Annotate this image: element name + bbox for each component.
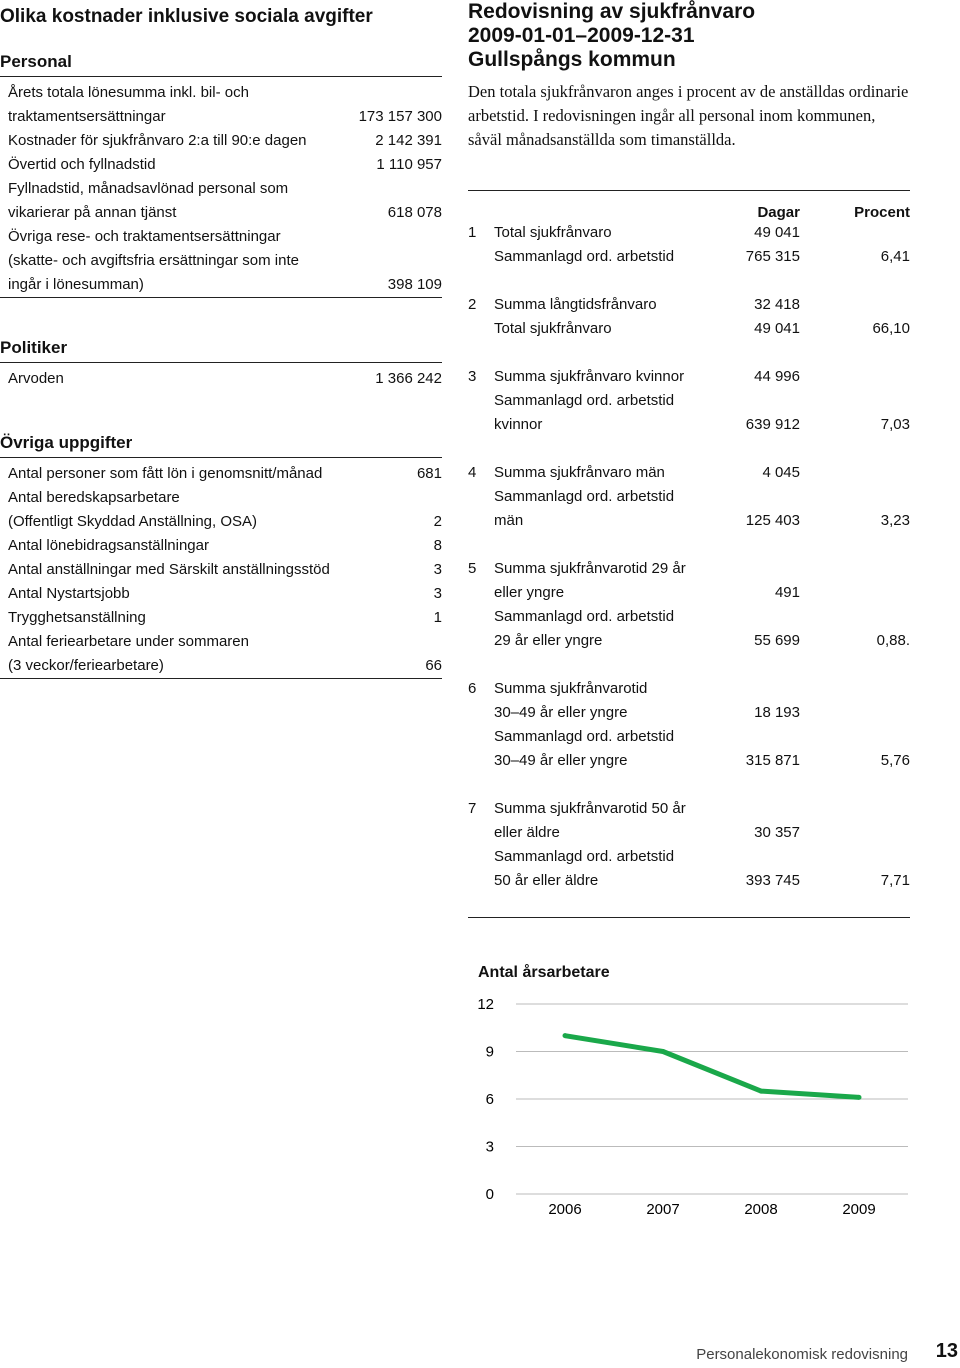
row-procent: 66,10 [872,320,910,337]
row-value: 1 366 242 [375,370,442,387]
list-item [0,153,442,177]
row-number [468,821,494,845]
row-label: Sammanlagd ord. arbetstid [494,848,675,865]
row-label: Fyllnadstid, månadsavlönad personal som [8,180,289,197]
row-label: Summa sjukfrånvaro kvinnor [494,368,685,385]
x-tick-label: 2008 [744,1201,778,1218]
row-label: Antal beredskapsarbetare [8,489,180,506]
group-gap [468,437,910,461]
row-procent [800,461,910,485]
row-number [468,749,494,773]
row-procent: 0,88. [876,632,910,649]
list-item [0,249,442,273]
politiker-rows [0,367,442,391]
row-value: 3 [433,561,442,578]
row-procent [800,365,910,389]
row-label: (skatte- och avgiftsfria ersättningar som inte [8,252,299,269]
row-number: 4 [468,464,477,481]
list-item [0,129,442,153]
group-gap [468,773,910,797]
row-procent [800,485,910,509]
x-tick-label: 2007 [646,1201,680,1218]
table-row [468,557,910,581]
row-label: Antal anställningar med Särskilt anställningsstöd [8,561,330,578]
row-procent [800,677,910,701]
row-label: Sammanlagd ord. arbetstid [494,488,675,505]
row-procent [800,725,910,749]
y-tick-label: 12 [477,996,494,1013]
table-body [468,221,910,917]
table-row [468,461,910,485]
chart-title: Antal årsarbetare [478,964,610,981]
row-label: Summa sjukfrånvarotid [494,680,648,697]
row-label: Trygghetsanställning [8,609,146,626]
list-item [0,177,442,201]
row-label: Summa sjukfrånvarotid 50 år [494,800,686,817]
list-item [0,606,442,630]
row-label: vikarierar på annan tjänst [8,204,177,221]
table-row [468,605,910,629]
row-procent: 7,03 [880,416,910,433]
row-dagar: 49 041 [754,224,800,241]
row-dagar [690,605,800,629]
row-dagar: 49 041 [754,320,800,337]
row-label: (3 veckor/feriearbetare) [8,657,164,674]
table-row [468,365,910,389]
col-dagar: Dagar [757,204,800,221]
section-header [0,338,442,363]
table-row [468,869,910,893]
table-row [468,845,910,869]
table-row [468,389,910,413]
row-procent: 3,23 [880,512,910,529]
row-procent [800,293,910,317]
section-politiker [0,338,442,391]
row-dagar [690,845,800,869]
row-dagar: 125 403 [745,512,800,529]
row-dagar: 4 045 [762,464,800,481]
list-item [0,510,442,534]
row-procent [800,701,910,725]
row-label: Antal feriearbetare under sommaren [8,633,249,650]
row-dagar: 18 193 [754,704,800,721]
row-number [468,701,494,725]
row-procent [800,797,910,821]
row-procent [800,221,910,245]
list-item [0,630,442,654]
table-row [468,293,910,317]
list-item [0,367,442,391]
title-line: 2009-01-01–2009-12-31 [468,24,695,47]
group-gap [468,653,910,677]
table-row [468,749,910,773]
list-item [0,273,442,297]
row-label: Sammanlagd ord. arbetstid [494,392,675,409]
row-number [468,245,494,269]
row-number [468,581,494,605]
footer-text: Personalekonomisk redovisning [696,1346,908,1363]
y-tick-label: 6 [485,1091,494,1108]
row-label: 30–49 år eller yngre [494,752,628,769]
section-heading: Personal [0,52,72,71]
row-label: Övertid och fyllnadstid [8,156,156,173]
group-gap [468,533,910,557]
row-value: 398 109 [387,276,442,293]
row-label: Antal lönebidragsanställningar [8,537,209,554]
data-point [661,1049,666,1054]
row-label: 29 år eller yngre [494,632,603,649]
row-label: Arvoden [8,370,64,387]
row-number: 6 [468,680,477,697]
y-tick-label: 0 [485,1186,494,1203]
list-item [0,654,442,678]
y-tick-label: 9 [485,1043,494,1061]
group-gap [468,341,910,365]
row-number [468,725,494,749]
personal-rows [0,81,442,298]
row-dagar: 765 315 [745,248,800,265]
row-procent [800,605,910,629]
x-tick-label: 2006 [548,1201,582,1218]
main-title: Olika kostnader inklusive sociala avgifter [0,6,373,27]
data-point [563,1033,568,1038]
row-label: Kostnader för sjukfrånvaro 2:a till 90:e dagen [8,132,307,149]
row-label: Sammanlagd ord. arbetstid [494,608,675,625]
row-number: 2 [468,296,477,313]
row-value: 2 142 391 [375,132,442,149]
col-procent: Procent [854,204,910,221]
title-line: Gullspångs kommun [468,48,676,71]
row-number [468,845,494,869]
table-row [468,629,910,653]
row-label: 30–49 år eller yngre [494,704,628,721]
section-personal [0,52,442,298]
row-dagar [690,389,800,413]
row-procent: 6,41 [880,248,910,265]
row-dagar [690,725,800,749]
row-dagar: 32 418 [754,296,800,313]
table-row [468,821,910,845]
row-number [468,389,494,413]
table-row [468,725,910,749]
row-value: 618 078 [387,204,442,221]
list-item [0,81,442,105]
row-value: 3 [433,585,442,602]
row-procent: 7,71 [880,872,910,889]
series-line [565,1036,859,1098]
row-value: 2 [433,513,442,530]
row-label: Årets totala lönesumma inkl. bil- och [8,84,249,101]
row-label: 50 år eller äldre [494,872,599,889]
section-heading: Övriga uppgifter [0,433,133,452]
row-label: kvinnor [494,416,543,433]
group-gap [468,893,910,917]
list-item [0,225,442,249]
table-row [468,797,910,821]
row-procent [800,557,910,581]
table-row [468,317,910,341]
row-label: traktamentsersättningar [8,108,166,125]
row-number [468,869,494,893]
row-value: 1 110 957 [376,156,442,173]
row-dagar [690,677,800,701]
table-row [468,485,910,509]
row-dagar: 30 357 [754,824,800,841]
list-item [0,558,442,582]
row-label: Sammanlagd ord. arbetstid [494,248,675,265]
row-dagar: 315 871 [745,752,800,769]
row-dagar [690,797,800,821]
section-ovriga [0,433,442,679]
list-item [0,582,442,606]
row-procent [800,845,910,869]
list-item [0,105,442,129]
sickleave-table [468,190,910,918]
row-label: Antal Nystartsjobb [8,585,130,602]
row-dagar [690,485,800,509]
row-value: 173 157 300 [358,108,442,125]
row-procent [800,389,910,413]
row-label: Övriga rese- och traktamentsersättningar [8,228,281,245]
row-number [468,509,494,533]
table-row [468,677,910,701]
row-number [468,485,494,509]
row-number: 3 [468,368,477,385]
row-dagar: 491 [774,584,800,601]
row-label: ingår i lönesumman) [8,276,144,293]
section-header [0,433,442,458]
x-tick-label: 2009 [842,1201,876,1218]
row-label: Total sjukfrånvaro [494,320,612,337]
chart-svg [468,958,910,1218]
row-value: 681 [416,465,442,482]
row-procent [800,581,910,605]
table-header [468,191,910,221]
row-dagar: 393 745 [745,872,800,889]
list-item [0,201,442,225]
table-row [468,413,910,437]
row-number [468,629,494,653]
row-label: Summa sjukfrånvarotid 29 år [494,560,686,577]
row-label: Summa sjukfrånvaro män [494,464,665,481]
title-line: Redovisning av sjukfrånvaro [468,0,756,23]
row-label: män [494,512,524,529]
page-number: 13 [935,1340,958,1362]
table-row [468,509,910,533]
row-number [468,413,494,437]
row-number: 5 [468,560,477,577]
table-row [468,221,910,245]
section-heading: Politiker [0,338,68,357]
list-item [0,462,442,486]
data-point [857,1095,862,1100]
row-number: 7 [468,800,477,817]
intro-paragraph: Den totala sjukfrånvaron anges i procent av de anställdas ordinarie arbetstid. I redovisningen ingår all personal inom kommunen, såväl månadsanställda som timanställda. [468,82,909,149]
table-row [468,701,910,725]
row-number [468,317,494,341]
table-row [468,581,910,605]
table-row [468,245,910,269]
row-dagar: 44 996 [754,368,800,385]
sickleave-title [468,0,910,72]
row-procent: 5,76 [880,752,910,769]
group-gap [468,269,910,293]
row-label: Antal personer som fått lön i genomsnitt/månad [8,465,323,482]
ovriga-rows [0,462,442,679]
data-point [759,1089,764,1094]
chart-arsarbetare [468,958,910,1218]
row-label: Total sjukfrånvaro [494,224,612,241]
row-label: Sammanlagd ord. arbetstid [494,728,675,745]
row-dagar [690,557,800,581]
row-number: 1 [468,224,477,241]
row-dagar: 55 699 [754,632,800,649]
section-header [0,52,442,77]
row-label: eller äldre [494,824,560,841]
row-dagar: 639 912 [745,416,800,433]
row-value: 66 [425,657,442,674]
row-value: 1 [433,609,442,626]
row-label: Summa långtidsfrånvaro [494,296,657,313]
row-number [468,605,494,629]
list-item [0,486,442,510]
row-label: eller yngre [494,584,565,601]
row-value: 8 [433,537,442,554]
row-label: (Offentligt Skyddad Anställning, OSA) [8,513,258,530]
y-tick-label: 3 [485,1138,494,1156]
list-item [0,534,442,558]
row-procent [800,821,910,845]
